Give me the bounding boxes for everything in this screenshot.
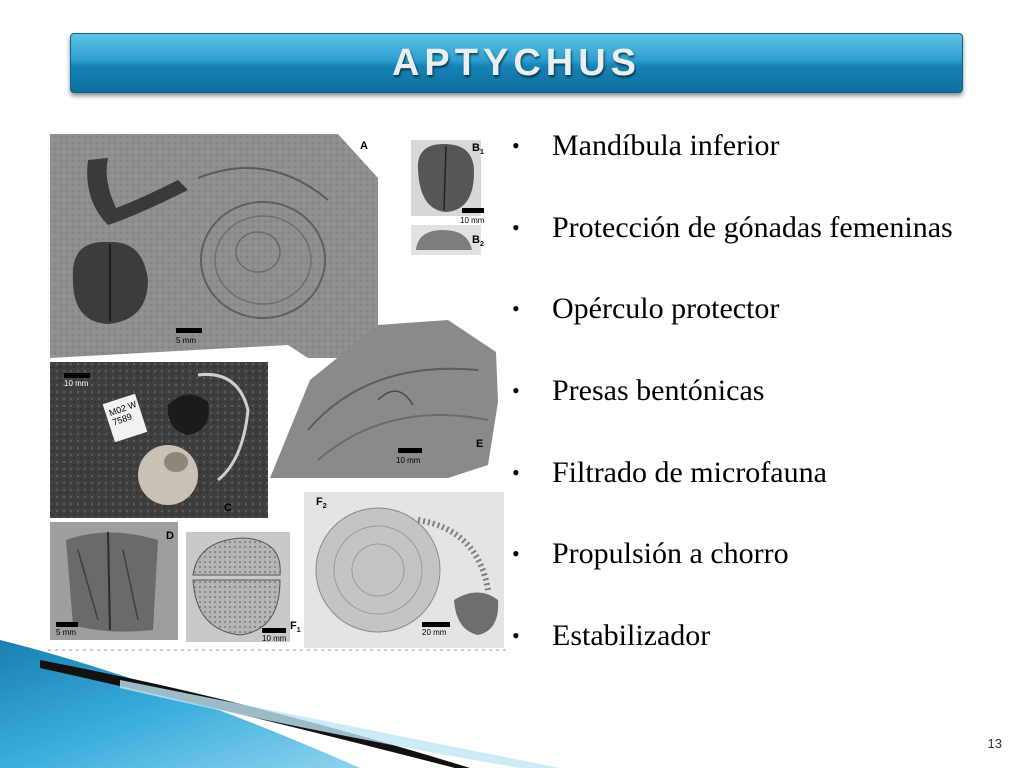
slide-title: APTYCHUS [391, 41, 642, 84]
scale-bar-f1 [262, 628, 286, 633]
bullet-item [512, 122, 1024, 204]
scale-label-b: 10 mm [460, 216, 485, 225]
label-c: C [224, 502, 232, 514]
bullet-dot-icon: • [512, 378, 520, 404]
fossil-figure [48, 130, 508, 655]
bullet-text: Propulsión a chorro [552, 537, 789, 571]
bullet-dot-icon: • [512, 623, 520, 649]
panel-b2 [411, 225, 481, 255]
bullet-text: Filtrado de microfauna [552, 455, 827, 489]
bullet-text: Estabilizador [552, 619, 711, 653]
panel-b1 [411, 140, 481, 216]
bullet-text: Mandíbula inferior [552, 129, 780, 162]
scale-label-f1: 10 mm [262, 634, 287, 643]
scale-label-a: 5 mm [176, 336, 196, 345]
scale-bar-d [56, 622, 78, 627]
bullet-list [512, 122, 1024, 694]
bullet-text: Protección de gónadas femeninas [552, 210, 953, 244]
bullet-dot-icon: • [512, 133, 520, 158]
scale-bar-f2 [422, 622, 450, 627]
scale-bar-b [462, 208, 484, 213]
title-bar [70, 33, 963, 93]
scale-bar-c [64, 373, 90, 378]
panel-f1 [186, 532, 290, 642]
decorative-wave [0, 640, 1024, 768]
label-b2: $B_2$ [472, 234, 484, 249]
panel-f2 [304, 492, 504, 648]
bullet-item [512, 530, 1024, 612]
page-number: 13 [987, 736, 1002, 751]
panel-a [50, 134, 378, 358]
scale-label-c: 10 mm [64, 379, 89, 388]
bullet-dot-icon: • [512, 214, 520, 240]
bullet-text: Presas bentónicas [552, 374, 765, 408]
scale-label-f2: 20 mm [422, 628, 447, 637]
bullet-text: Opérculo protector [552, 292, 780, 326]
specimen-tag: M02 W 7589 [107, 399, 138, 428]
bullet-dot-icon: • [512, 459, 520, 485]
bullet-item [512, 204, 1024, 286]
scale-bar-a [176, 328, 202, 333]
scale-label-e: 10 mm [396, 456, 421, 465]
bullet-item [512, 367, 1024, 449]
bullet-dot-icon: • [512, 296, 520, 322]
label-b1: $B_1$ [472, 142, 484, 157]
scale-bar-e [398, 448, 422, 453]
fossil-figure-graphic [48, 130, 508, 655]
bullet-dot-icon: • [512, 541, 520, 567]
label-f2: $F_2$ [316, 496, 327, 511]
bullet-item [512, 285, 1024, 367]
bullet-item [512, 449, 1024, 531]
label-a: A [360, 140, 368, 152]
scale-label-d: 5 mm [56, 628, 76, 637]
label-e: E [476, 438, 484, 450]
label-f1: $F_1$ [290, 620, 301, 635]
label-d: D [166, 530, 174, 542]
